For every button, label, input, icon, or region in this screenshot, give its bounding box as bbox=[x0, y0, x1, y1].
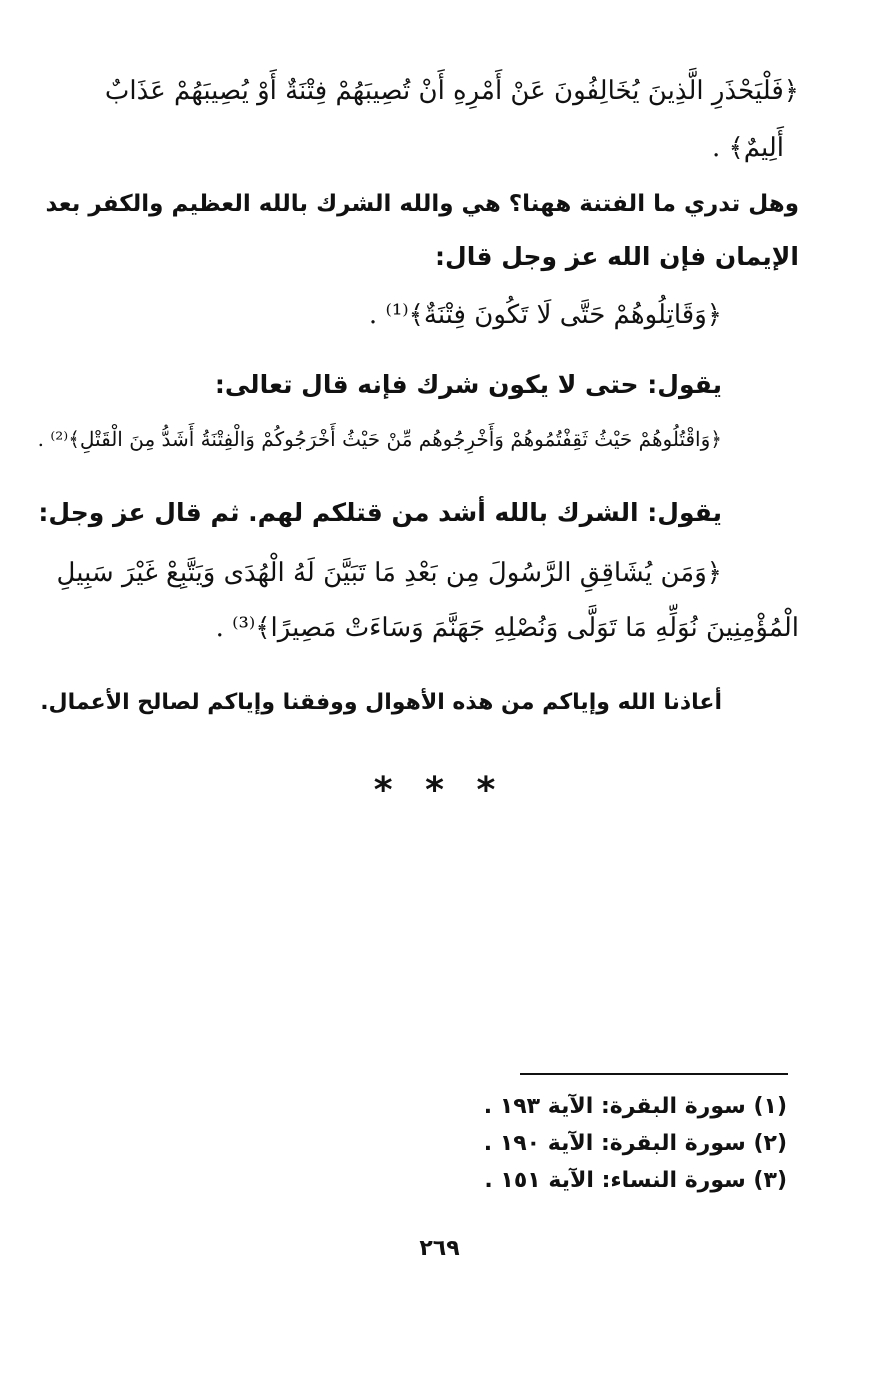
footnote-2: (٢) سورة البقرة: الآية ١٩٠ . bbox=[483, 1131, 787, 1156]
section-separator: * * * bbox=[373, 770, 506, 811]
footnote-divider bbox=[520, 1073, 788, 1075]
verse-2: ﴿وَقَاتِلُوهُمْ حَتَّى لَا تَكُونَ فِتْنَةٌ﴾⁽¹⁾ . bbox=[368, 300, 722, 330]
footnote-3: (٣) سورة النساء: الآية ١٥١ . bbox=[484, 1168, 787, 1193]
verse-3: ﴿وَاقْتُلُوهُمْ حَيْثُ ثَقِفْتُمُوهُمْ وَأَخْرِجُوهُم مِّنْ حَيْثُ أَخْرَجُوكُمْ وَالْفِتْنَةُ أَشَدُّ مِنَ الْقَتْلِ﴾⁽²⁾ . bbox=[37, 427, 722, 451]
page-number: ٢٦٩ bbox=[419, 1236, 460, 1261]
paragraph-3: يقول: الشرك بالله أشد من قتلكم لهم. ثم قال عز وجل: bbox=[38, 498, 722, 527]
verse-4-line-1: ﴿وَمَن يُشَاقِقِ الرَّسُولَ مِن بَعْدِ مَا تَبَيَّنَ لَهُ الْهُدَى وَيَتَّبِعْ غَيْرَ سَبِيلِ bbox=[56, 558, 722, 588]
verse-4-line-2: الْمُؤْمِنِينَ نُوَلِّهِ مَا تَوَلَّى وَنُصْلِهِ جَهَنَّمَ وَسَاءَتْ مَصِيرًا﴾⁽³⁾ . bbox=[215, 613, 799, 643]
footnote-1: (١) سورة البقرة: الآية ١٩٣ . bbox=[483, 1094, 787, 1119]
paragraph-1-line-2: الإيمان فإن الله عز وجل قال: bbox=[435, 242, 799, 271]
paragraph-4: أعاذنا الله وإياكم من هذه الأهوال ووفقنا وإياكم لصالح الأعمال. bbox=[40, 690, 722, 715]
paragraph-2: يقول: حتى لا يكون شرك فإنه قال تعالى: bbox=[214, 370, 722, 399]
paragraph-1-line-1: وهل تدري ما الفتنة ههنا؟ هي والله الشرك بالله العظيم والكفر بعد bbox=[45, 191, 799, 217]
verse-1-line-1: ﴿فَلْيَحْذَرِ الَّذِينَ يُخَالِفُونَ عَنْ أَمْرِهِ أَنْ تُصِيبَهُمْ فِتْنَةٌ أَوْ يُصِيبَهُمْ عَذَابٌ bbox=[104, 76, 799, 106]
verse-1-line-2: أَلِيمٌ﴾ . bbox=[711, 133, 784, 163]
